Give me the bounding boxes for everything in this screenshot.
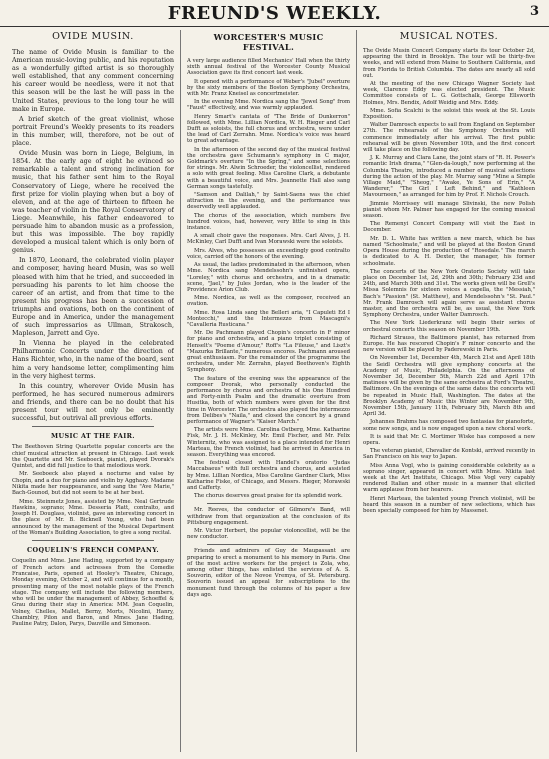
article-paragraph: In the afternoon of the second day of the musical festival the orchestra gave Schumann's symphony in C major, Goldmark's overture "In the Spring," and some selections for strings. Mr. Alwin Schroeder, the violoncellist, rendered a solo with great feeling. Miss Caroline Clark, a debutante with a beautiful voice, and Mrs. Jeannette Hall also sang German songs tastefully. <box>187 146 350 190</box>
article-paragraph: The Beethoven String Quartette popular concerts are the chief musical attraction at present in Chicago. Last week the Quartette and Mr. Seeboeck, pianist, played Dvorak's Quintet, and did full justice to that melodious work. <box>12 444 174 470</box>
article-paragraph: It opened with a performance of Weber's "Jubel" overture by the sixty members of the Boston Symphony Orchestra, with Mr. Franz Kneisel as concertmeister. <box>187 78 350 98</box>
note-item: It is said that Mr. C. Mortimer Wiske has composed a new opera. <box>363 433 535 446</box>
article-heading-ovide-musin: OVIDE MUSIN. <box>52 31 134 42</box>
article-paragraph: A very large audience filled Mechanics' Hall when the thirty sixth annual festival of the Worcester County Musical Association gave its first concert last week. <box>187 58 350 77</box>
article-paragraph: A brief sketch of the great violinist, whose portrait Freund's Weekly presents to its readers in this number, will, therefore, not be out of place. <box>12 114 174 148</box>
note-item: Walter Damrosch expects to sail from England on September 27th. The rehearsals of the Symphony Orchestra will commence immediately after his arrival. The first public rehearsal will be given November 10th, and the first concert will take place on the following day. <box>363 122 535 154</box>
divider <box>32 540 154 541</box>
column-worcester-festival <box>187 30 350 752</box>
note-item: The Ovide Musin Concert Company starts its tour October 2d, appearing the third in Brooklyn. The tour will be thirty-five weeks, and will extend from Maine to Southern California, and from Florida to British Columbia. The dates are nearly all sold out. <box>363 48 535 79</box>
column-divider <box>356 30 357 752</box>
note-item: At the meeting of the new Chicago Wagner Society last week, Clarence Eddy was elected president. The Music Committee consists of L. G. Gottschalk, George Ellsworth Holmes, Mrs. Bendix, Adolf Weidig and Mrs. Eddy. <box>363 81 535 106</box>
article-paragraph: "Samson and Dalilah," by Saint-Saens was the chief attraction in the evening, and the performance was deservedly well applauded. <box>187 192 350 211</box>
column-divider <box>180 30 181 752</box>
lower-articles <box>12 426 174 627</box>
article-paragraph: Mr. De Pachmann played Chopin's concerto in F minor for piano and orchestra, and a piano triplet consisting of Henselt's "Poeme d'Amour," Roff's "La Fileuse," and Liszt's "Mazurka Brillante," numerous encores. Pachmann aroused great enthusiasm. For the remainder of the programme the orchestra, under Mr. Zerrahn, played Beethoven's Eighth Symphony. <box>187 330 350 374</box>
note-item: Mr. D. L. White has written a new march, which he has named "Schoolmate," and will be played at the Boston Grand Opera House during the production of "Rosedale." The march is dedicated to A. H. Dexter, the manager, his former schoolmate. <box>363 235 535 267</box>
article-paragraph: In 1870, Leonard, the celebrated violin player and composer, having heard Musin, was so well pleased with him that he tried, and succeeded in persuading his parents to let him choose the career of an artist, and from that time to the present his progress has been a succession of triumphs and ovations, both on the continent of Europe and in America, under the management of such impressarios as Ullman, Strakosch, Mapleson, Jarrett and Gye. <box>12 256 174 338</box>
article-paragraph: The feature of the evening was the appearance of the composer Dvorak, who personally conducted the performance by chorus and orchestra of his One Hundred and Forty-ninth Psalm and the dramatic overture from Husitka, both of which numbers were given for the first time in Worcester. The orchestra also played the intermezzo from Delibes's "Naila," and closed the concert by a grand performance of Wagner's "Kaiser March." <box>187 375 350 425</box>
article-paragraph: As usual, the ladies predominated in the afternoon, when Mme. Nordica sang Mendelssohn's unfinished opera, "Loreley," with chorus and orchestra, and in a dramatic scene, "Jael," by Jules Jordan, who is the leader of the Providence Arion Club. <box>187 262 350 293</box>
page-number: 3 <box>529 4 539 19</box>
article-heading-musical-notes: MUSICAL NOTES. <box>399 31 499 42</box>
article-paragraph: The artists were Mme. Carolina Ostberg, Mme. Katharine Fisk, Mr. J. H. McKinley, Mr. Emil Fischer, and Mr. Felix Winternitz, who was assigned to a place intended for Henri Marteau, the French violinist, had he arrived in America in season. Everything was encored. <box>187 427 350 458</box>
article-paragraph: Henry Smart's cantata of "The Bride of Dunkerron" followed, with Mme. Lillian Nordica, W. H. Rieger and Carl Dufft as soloists, the full chorus and orchestra, were under the lead of Carl Zerrahn. Mme. Nordica's voice was heard to great advantage. <box>187 113 350 145</box>
news-item: Friends and admirers of Guy de Maupassant are preparing to erect a monument to his memory in Paris. One of the most active workers for the project is Zola, who, among other things, has enlisted the services of A. S. Souvorin, editor of the Novoe Vremya, of St. Petersburg. Souvorin issued an appeal for subscriptions to the monument fund through the columns of his paper a few days ago. <box>187 548 350 598</box>
note-item: Richard Strauss, the Baltimore pianist, has returned from Europe. He has rescored Chopin's F minor concerto and the new version will be played by Paderewski in Paris. <box>363 334 535 354</box>
article-paragraph: In Vienna he played in the celebrated Philharmonic Concerts under the direction of Hans Richter, who, in the name of the board, sent him a very handsome letter, complimenting him in the very highest terms. <box>12 339 174 380</box>
divider <box>207 503 330 504</box>
article-paragraph: Coquelin and Mme. Jane Hading, supported by a company of French actors and actresses from the Comedie Francaise, Paris, opened at Hooley's Theatre, Chicago, Monday evening, October 2, and will continue for a month, presenting many of the most notable plays of the French stage. The company will include the following members, who will be under the management of Abbey, Schoeffel & Grau during their stay in America: MM. Jean Coquelin, Volney, Chelles, Mallet, Berny, Morts, Nicolini, Hanry, Chamblry, Pilon and Baron, and Mmes. Jane Hading, Pauline Patry, Dalon, Parys, Dauville and Simonson. <box>12 558 174 628</box>
article-paragraph: Mme. Steinmetz Jones, assisted by Mme. Neal Gertrude Hawkins, soprano; Mme. Desseria Platt, contralto, and Joseph H. Douglass, violinist, gave an interesting concert in the place of Mr. B. Bicknell Young, who had been announced by the management of the Musical Department of the Woman's Building Association, to give a song recital. <box>12 498 174 537</box>
column-musical-notes <box>363 30 535 752</box>
article-paragraph: Mme. Nordica, as well as the composer, received an ovation. <box>187 295 350 308</box>
note-item: The Remenyi Concert Company will visit the East in December. <box>363 221 535 234</box>
article-paragraph: The chorus of the association, which numbers five hundred voices, had, however, very little to sing in this instance. <box>187 212 350 232</box>
article-heading-music-at-the-fair: MUSIC AT THE FAIR. <box>51 432 135 441</box>
divider <box>32 426 154 427</box>
news-item: Mr. Victor Herbert, the popular violoncellist, will be the new conductor. <box>187 528 350 541</box>
note-item: Johannes Brahms has composed two fantasias for pianoforte, some new songs, and is now engaged upon a new choral work. <box>363 419 535 432</box>
note-item: Henri Marteau, the talented young French violinist, will be heard this season in a number of new selections, which has been specially composed for him by Massenet. <box>363 495 535 515</box>
article-paragraph: Mrs. Alves, who possesses an exceedingly good contralto voice, carried off the honors of the evening. <box>187 247 350 260</box>
article-paragraph: The name of Ovide Musin is familiar to the American music-loving public, and his reputation as a wonderfully gifted artist is so thoroughly well established, that any comment concerning his career would be needless, were it not that this season will be the last he will pass in the United States, previous to the long tour he will make in Europe. <box>12 48 174 113</box>
news-item: Mr. Reeves, the conductor of Gilmore's Band, will withdraw from that organization at the conclusion of its Pittsburg engagement. <box>187 507 350 526</box>
note-item: The New York Liederkranz will begin their series of orchestral concerts this season on November 19th. <box>363 320 535 333</box>
divider <box>207 544 330 545</box>
column-ovide-musin <box>12 30 174 752</box>
article-paragraph: In the evening Mme. Nordica sang the "Jewel Song" from "Faust" effectively, and was warmly applauded. <box>187 99 350 112</box>
article-paragraph: Ovide Musin was born in Liege, Belgium, in 1854. At the early age of eight he evinced so remarkable a talent and strong inclination for music, that his father sent him to the Royal Conservatory of Liege, where he received the first prize for violin playing when but a boy of eleven, and at the age of thirteen to fifteen he was teacher of violin in the Royal Conservatory of Liege. Meanwhile, his father endeavored to persuade him to abandon music as a profession, but this was impossible. The boy rapidly developed a musical talent which is only born of genius. <box>12 149 174 255</box>
article-paragraph: The festival closed with Handel's oratorio "Judas Maccabaeus" with full orchestra and chorus, and assisted by Mme. Lillian Nordica, Miss Caroline Gardner Clark, Miss Katharine Fiske, of Chicago, and Messrs. Rieger, Morawski and Cafferty. <box>187 460 350 491</box>
note-item: J. K. Murray and Clara Lane, the joint stars of "R. H. Power's romantic Irish drama," "Glen-da-lough," now performing at the Columbia Theatre, introduced a number of musical selections during the action of the play. Mr. Murray sang "Mine a Simple Village Maid," "Sheog," "Awake, Ye Sons of Erin," "A Wanderer," "The Girl I Left Behind," and "Kathleen Mavourneen," as arranged for him by Prof. F. Nichols Crouch. <box>363 155 535 199</box>
article-heading-coquelin: COQUELIN'S FRENCH COMPANY. <box>27 546 159 555</box>
article-paragraph: The chorus deserves great praise for its splendid work. <box>194 493 343 500</box>
note-item: On November 1st, December 4th, March 21st and April 18th the Seidl Orchestra will give symphony concerts at the Academy of Music, Philadelphia. On the afternoons of November 3d, December 5th, March 22d and April 17th matinees will be given by the same orchestra at Ford's Theatre, Baltimore. On the evenings of the same dates the concerts will be repeated in Music Hall, Washington. The dates at the Brooklyn Academy of Music this Winter are November 9th, November 15th, January 11th, February 5th, March 8th and April 3d. <box>363 355 535 418</box>
article-paragraph: Mme. Rosa Linda sang the Belleri aria, "I Capuleti Ed I Montecchi," and the Intermezzo from Mascagni's "Cavalleria Rusticana." <box>187 309 350 328</box>
article-paragraph: A small choir gave the responses. Mrs. Carl Alves, J. H. McKinley, Carl Dufft and Ivan Morawski were the soloists. <box>187 233 350 246</box>
article-paragraph: In this country, wherever Ovide Musin has performed, he has secured numerous admirers and friends, and there can be no doubt that his present tour will not only be eminently successful, but outrival all previous efforts. <box>12 381 174 423</box>
note-item: Mme. Sofia Scalchi is the soloist this week at the St. Louis Exposition. <box>363 107 535 121</box>
newspaper-title: FREUND'S WEEKLY. <box>167 3 382 24</box>
article-paragraph: Mr. Seeboeck also played a nocturne and valse by Chopin, and a duo for piano and violin by Agghazy. Madame Nikita made her reappearance, and sang the "Ave Marie," Bach-Gounod, but did not seem to be at her best. <box>12 471 174 497</box>
note-item: Jimmie Morrissey will manage Slivinski, the new Polish pianist whom Mr. Palmer has engaged for the coming musical season. <box>363 200 535 220</box>
masthead <box>0 0 549 27</box>
article-heading-worcester: WORCESTER'S MUSIC FESTIVAL. <box>213 32 324 52</box>
note-item: The concerts of the New York Oratorio Society will take place on December 1st, 2d, 29th and 30th; February 23d and 24th, and March 30th and 31st. The works given will be Grell's Missa Solemnis for sixteen voices a capella, the "Messiah," Bach's "Passion" (St. Matthew), and Mendelssohn's "St. Paul." Mr. Frank Damrosch will again serve as assistant chorus master, and the orchestra will be, as usual, the New York Symphony Orchestra, under Walter Damrosch. <box>363 268 535 319</box>
note-item: Miss Anna Vogl, who is gaining considerable celebrity as a soprano singer, appeared in concert with Mme. Nikita last week at the Art Institute, Chicago. Miss Vogl very capably rendered Italian and other music in a manner that elicited warm applause from her hearers. <box>363 462 535 494</box>
note-item: The veteran pianist, Chevalier de Kontski, arrived recently in San Francisco on his way to Japan. <box>363 448 535 461</box>
